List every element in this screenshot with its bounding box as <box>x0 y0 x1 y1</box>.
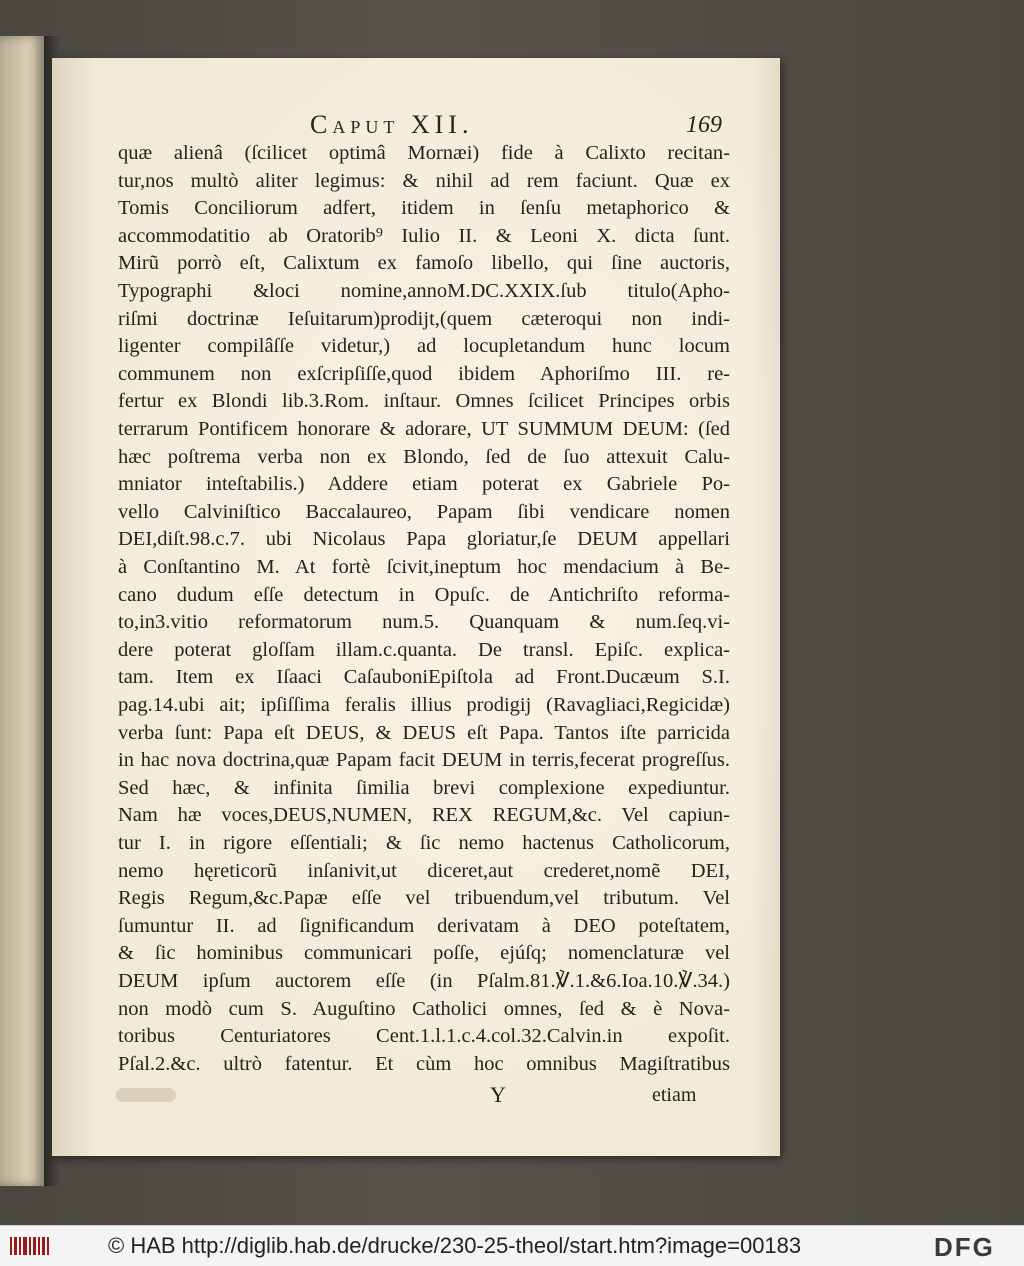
dfg-logo: DFG <box>934 1232 995 1262</box>
text-line: pag.14.ubi ait; ipſiſſima feralis illius prodigij (Ravagliaci,Regicidæ) <box>118 694 730 716</box>
previous-page-edge <box>0 36 44 1186</box>
text-line: Nam hæ voces,DEUS,NUMEN, REX REGUM,&c. Vel capiun- <box>118 804 730 827</box>
chapter-heading: Caput XII. <box>310 110 474 139</box>
text-line: Typographi &loci nomine,annoM.DC.XXIX.ſub titulo(Apho- <box>118 280 730 302</box>
text-line: tam. Item ex Iſaaci CaſauboniEpiſtola ad Front.Ducæum S.I. <box>118 666 730 689</box>
text-line: Sed hæc, & infinita ſimilia brevi complexione expediuntur. <box>118 776 730 799</box>
hab-barcode-icon <box>8 1234 50 1258</box>
text-line: verba ſunt: Papa eſt DEUS, & DEUS eſt Papa. Tantos iſte parricida <box>118 721 730 744</box>
text-line: mniator inteſtabilis.) Addere etiam poterat ex Gabriele Po- <box>118 473 730 496</box>
text-line: accommodatitio ab Oratorib⁹ Iulio II. & Leoni X. dicta ſunt. <box>118 224 730 247</box>
text-line: cano dudum eſſe detectum in Opuſc. de Antichriſto reforma- <box>118 583 730 606</box>
text-line: Mirũ porrò eſt, Calixtum ex famoſo libello, qui ſine auctoris, <box>118 252 730 275</box>
text-line: DEI,diſt.98.c.7. ubi Nicolaus Papa gloriatur,ſe DEUM appellari <box>118 528 730 551</box>
text-line: à Conſtantino M. At fortè ſcivit,ineptum hoc mendacium à Be- <box>118 556 730 578</box>
text-line: fertur ex Blondi lib.3.Rom. inſtaur. Omnes ſcilicet Principes orbis <box>118 390 730 413</box>
text-line: communem non exſcripſiſſe,quod ibidem Aphoriſmo III. re- <box>118 362 730 385</box>
scanned-page <box>52 58 780 1156</box>
text-line: ſumuntur II. ad ſignificandum derivatam à DEO poteſtatem, <box>118 914 730 937</box>
text-line: tur I. in rigore eſſentiali; & ſic nemo hactenus Catholicorum, <box>118 832 730 854</box>
page-number: 169 <box>686 112 722 138</box>
text-line: vello Calviniſtico Baccalaureo, Papam ſibi vendicare nomen <box>118 500 730 523</box>
text-line: Regis Regum,&c.Papæ eſſe vel tribuendum,vel tributum. Vel <box>118 887 730 910</box>
text-line: non modò cum S. Auguſtino Catholici omnes, ſed & è Nova- <box>118 997 730 1020</box>
text-line: & ſic hominibus communicari poſſe, ejúſq; nomenclaturæ vel <box>118 942 730 965</box>
text-line: Tomis Conciliorum adfert, itidem in ſenſu metaphorico & <box>118 197 730 220</box>
text-line: riſmi doctrinæ Ieſuitarum)prodijt,(quem cæteroqui non indi- <box>118 307 730 330</box>
text-line: quæ alienâ (ſcilicet optimâ Mornæi) fide à Calixto recitan- <box>118 142 730 164</box>
text-line: hæc poſtrema verba non ex Blondo, ſed de ſuo attexuit Calu- <box>118 445 730 468</box>
text-line: DEUM ipſum auctorem eſſe (in Pſalm.81.℣.1.&6.Ioa.10.℣.34.) <box>118 970 730 992</box>
footer-bar <box>0 1225 1024 1266</box>
copyright-url[interactable]: © HAB http://diglib.hab.de/drucke/230-25-theol/start.htm?image=00183 <box>108 1233 802 1258</box>
text-line: toribus Centuriatores Cent.1.l.1.c.4.col.32.Calvin.in expoſit. <box>118 1025 730 1048</box>
ink-smudge <box>116 1088 176 1102</box>
text-line: ligenter compilâſſe videtur,) ad locupletandum hunc locum <box>118 335 730 358</box>
text-line: Pſal.2.&c. ultrò fatentur. Et cùm hoc omnibus Magiſtratibus <box>118 1052 730 1075</box>
catchline <box>52 1082 780 1114</box>
text-line: nemo hęreticorũ inſanivit,ut diceret,aut crederet,nomẽ DEI, <box>118 859 730 882</box>
running-head <box>52 110 780 144</box>
body-text <box>118 140 728 1080</box>
text-line: to,in3.vitio reformatorum num.5. Quanquam & num.ſeq.vi- <box>118 611 730 634</box>
text-line: dere poterat gloſſam illam.c.quanta. De transl. Epiſc. explica- <box>118 638 730 661</box>
signature-mark: Y <box>490 1082 506 1107</box>
text-line: in hac nova doctrina,quæ Papam facit DEUM in terris,fecerat progreſſus. <box>118 749 730 772</box>
catchword: etiam <box>652 1084 697 1106</box>
text-line: terrarum Pontificem honorare & adorare, UT SUMMUM DEUM: (ſed <box>118 418 730 440</box>
text-line: tur,nos multò aliter legimus: & nihil ad rem faciunt. Quæ ex <box>118 169 730 192</box>
